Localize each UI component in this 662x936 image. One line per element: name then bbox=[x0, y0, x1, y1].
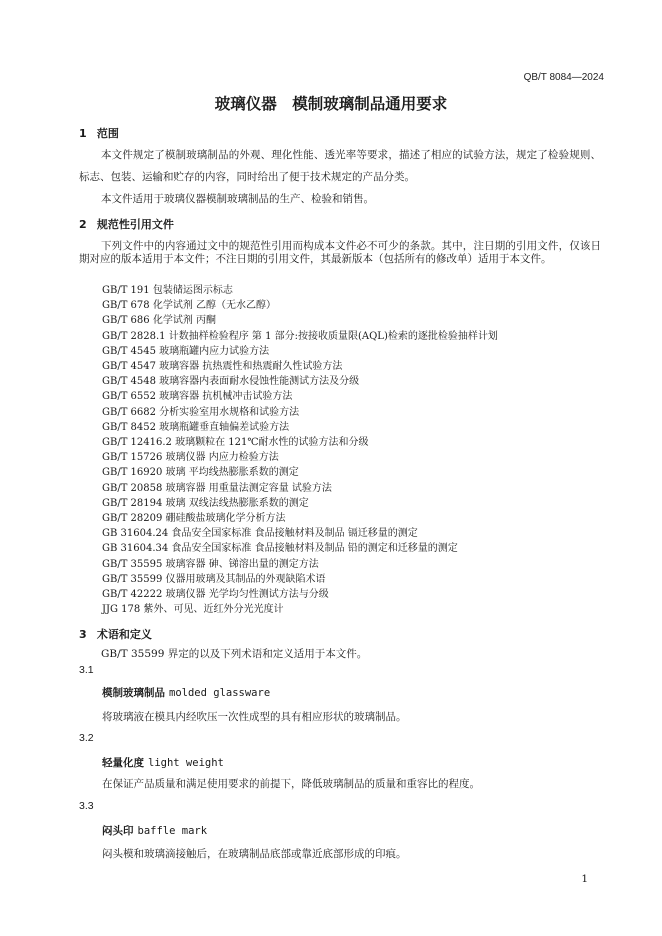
reference-item: GB/T 678 化学试剂 乙醇（无水乙醇） bbox=[102, 300, 276, 312]
reference-item: GB/T 28194 玻璃 双线法线热膨胀系数的测定 bbox=[102, 497, 309, 509]
reference-item: GB/T 6552 玻璃容器 抗机械冲击试验方法 bbox=[102, 391, 293, 403]
page-number: 1 bbox=[581, 873, 588, 885]
term-heading bbox=[102, 823, 207, 838]
reference-item: GB/T 12416.2 玻璃颗粒在 121℃耐水性的试验方法和分级 bbox=[102, 437, 369, 449]
section-2-intro: 下列文件中的内容通过文中的规范性引用而构成本文件必不可少的条款。其中，注日期的引用文件，仅该日期对应的版本适用于本文件；不注日期的引用文件，其最新版本（包括所有的修改单）适用于本文件。 bbox=[79, 240, 601, 265]
reference-item: GB/T 686 化学试剂 丙酮 bbox=[102, 315, 216, 327]
reference-item: GB/T 20858 玻璃容器 用重量法测定容量 试验方法 bbox=[102, 482, 332, 494]
reference-item: GB/T 15726 玻璃仪器 内应力检验方法 bbox=[102, 452, 279, 464]
term-heading bbox=[102, 685, 270, 700]
document-title: 玻璃仪器 模制玻璃制品通用要求 bbox=[214, 95, 448, 113]
term-en: light weight bbox=[148, 757, 224, 769]
term-zh: 轻量化度 bbox=[102, 757, 144, 769]
term-number: 3.1 bbox=[79, 664, 94, 676]
reference-item: GB/T 8452 玻璃瓶罐垂直轴偏差试验方法 bbox=[102, 421, 290, 433]
term-zh: 闷头印 bbox=[102, 825, 134, 837]
term-en: molded glassware bbox=[169, 687, 271, 699]
reference-item: GB/T 191 包装储运图示标志 bbox=[102, 285, 233, 296]
section-3-title: 术语和定义 bbox=[96, 628, 152, 641]
term-definition: 将玻璃液在模具内经吹压一次性成型的具有相应形状的玻璃制品。 bbox=[102, 711, 407, 723]
standard-number: QB/T 8084—2024 bbox=[523, 72, 604, 83]
section-1-para-1: 本文件规定了模制玻璃制品的外观、理化性能、透光率等要求，描述了相应的试验方法，规定了检验规则、标志、包装、运输和贮存的内容，同时给出了便于技术规定的产品分类。 bbox=[79, 149, 601, 183]
term-definition: 在保证产品质量和满足使用要求的前提下，降低玻璃制品的质量和重容比的程度。 bbox=[102, 778, 480, 790]
term-number: 3.2 bbox=[79, 732, 94, 744]
reference-item: GB/T 6682 分析实验室用水规格和试验方法 bbox=[102, 406, 300, 418]
section-3-heading bbox=[79, 626, 152, 642]
section-3-number: 3 bbox=[79, 628, 87, 641]
term-definition: 闷头模和玻璃滴接触后，在玻璃制品底部或靠近底部形成的印痕。 bbox=[102, 848, 407, 860]
section-2-heading bbox=[79, 216, 174, 232]
reference-item: GB/T 2828.1 计数抽样检验程序 第 1 部分:按接收质量限(AQL)检索的逐批检验抽样计划 bbox=[102, 330, 498, 342]
term-number: 3.3 bbox=[79, 800, 94, 812]
reference-item: GB/T 28209 硼硅酸盐玻璃化学分析方法 bbox=[102, 513, 286, 525]
reference-item: JJG 178 紫外、可见、近红外分光光度计 bbox=[102, 604, 284, 616]
term-en: baffle mark bbox=[137, 825, 208, 837]
reference-item: GB/T 16920 玻璃 平均线热膨胀系数的测定 bbox=[102, 467, 299, 479]
term-zh: 模制玻璃制品 bbox=[102, 687, 165, 699]
reference-item: GB 31604.34 食品安全国家标准 食品接触材料及制品 铅的测定和迁移量的测定 bbox=[102, 543, 458, 555]
section-1-number: 1 bbox=[79, 127, 87, 140]
section-2-number: 2 bbox=[79, 218, 87, 231]
reference-item: GB 31604.24 食品安全国家标准 食品接触材料及制品 镉迁移量的测定 bbox=[102, 528, 418, 540]
reference-item: GB/T 35595 玻璃容器 砷、锑溶出量的测定方法 bbox=[102, 558, 319, 570]
reference-item: GB/T 42222 玻璃仪器 光学均匀性测试方法与分级 bbox=[102, 589, 329, 601]
section-1-para-2: 本文件适用于玻璃仪器模制玻璃制品的生产、检验和销售。 bbox=[101, 193, 374, 205]
reference-item: GB/T 35599 仪器用玻璃及其制品的外观缺陷术语 bbox=[102, 573, 326, 585]
reference-item: GB/T 4548 玻璃容器内表面耐水侵蚀性能测试方法及分级 bbox=[102, 376, 360, 388]
section-2-title: 规范性引用文件 bbox=[96, 218, 174, 231]
reference-item: GB/T 4545 玻璃瓶罐内应力试验方法 bbox=[102, 345, 270, 357]
term-heading bbox=[102, 755, 224, 770]
reference-list bbox=[102, 283, 498, 617]
section-1-heading bbox=[79, 125, 119, 141]
section-3-intro: GB/T 35599 界定的以及下列术语和定义适用于本文件。 bbox=[101, 648, 368, 660]
reference-item: GB/T 4547 玻璃容器 抗热震性和热震耐久性试验方法 bbox=[102, 361, 343, 373]
section-1-title: 范围 bbox=[96, 127, 119, 140]
